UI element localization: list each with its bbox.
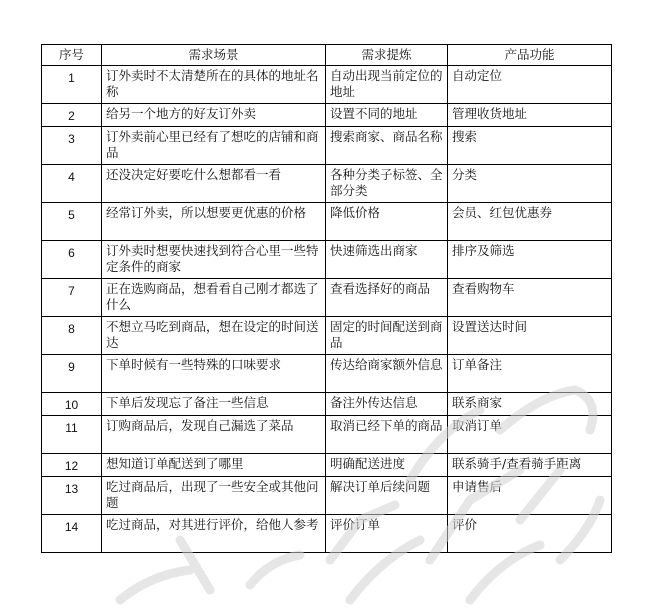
- header-function: 产品功能: [448, 45, 612, 66]
- row-scene: 下单时候有一些特殊的口味要求: [102, 355, 326, 393]
- table-row: [42, 317, 612, 355]
- header-need: 需求提炼: [326, 45, 448, 66]
- row-index: 1: [42, 66, 102, 104]
- row-scene: 还没决定好要吃什么想都看一看: [102, 165, 326, 203]
- table-row: [42, 416, 612, 454]
- row-scene: 下单后发现忘了备注一些信息: [102, 393, 326, 416]
- row-index: 5: [42, 203, 102, 241]
- row-function: 设置送达时间: [448, 317, 612, 355]
- table-header-row: [42, 45, 612, 66]
- row-scene: 吃过商品，对其进行评价，给他人参考: [102, 515, 326, 553]
- row-need: 快速筛选出商家: [326, 241, 448, 279]
- table-row: [42, 393, 612, 416]
- row-function: 搜索: [448, 127, 612, 165]
- row-need: 固定的时间配送到商品: [326, 317, 448, 355]
- row-function: 取消订单: [448, 416, 612, 454]
- row-function: 排序及筛选: [448, 241, 612, 279]
- row-function: 申请售后: [448, 477, 612, 515]
- row-scene: 不想立马吃到商品，想在设定的时间送达: [102, 317, 326, 355]
- header-index: 序号: [42, 45, 102, 66]
- row-scene: 想知道订单配送到了哪里: [102, 454, 326, 477]
- row-function: 联系骑手/查看骑手距离: [448, 454, 612, 477]
- row-function: 自动定位: [448, 66, 612, 104]
- row-need: 查看选择好的商品: [326, 279, 448, 317]
- row-need: 自动出现当前定位的地址: [326, 66, 448, 104]
- row-scene: 正在选购商品，想看看自己刚才都选了什么: [102, 279, 326, 317]
- row-need: 评价订单: [326, 515, 448, 553]
- row-function: 分类: [448, 165, 612, 203]
- row-need: 搜索商家、商品名称: [326, 127, 448, 165]
- row-index: 8: [42, 317, 102, 355]
- row-index: 7: [42, 279, 102, 317]
- row-index: 11: [42, 416, 102, 454]
- table-row: [42, 355, 612, 393]
- row-scene: 订外卖时不太清楚所在的具体的地址名称: [102, 66, 326, 104]
- table-row: [42, 127, 612, 165]
- row-need: 传达给商家额外信息: [326, 355, 448, 393]
- row-scene: 经常订外卖，所以想要更优惠的价格: [102, 203, 326, 241]
- row-need: 明确配送进度: [326, 454, 448, 477]
- table-row: [42, 203, 612, 241]
- row-scene: 订外卖前心里已经有了想吃的店铺和商品: [102, 127, 326, 165]
- row-need: 降低价格: [326, 203, 448, 241]
- table-row: [42, 66, 612, 104]
- row-function: 查看购物车: [448, 279, 612, 317]
- row-index: 4: [42, 165, 102, 203]
- row-need: 备注外传达信息: [326, 393, 448, 416]
- row-need: 各种分类子标签、全部分类: [326, 165, 448, 203]
- row-index: 9: [42, 355, 102, 393]
- row-scene: 订购商品后，发现自己漏选了菜品: [102, 416, 326, 454]
- table-row: [42, 515, 612, 553]
- row-function: 会员、红包优惠券: [448, 203, 612, 241]
- row-index: 13: [42, 477, 102, 515]
- row-function: 管理收货地址: [448, 104, 612, 127]
- row-function: 订单备注: [448, 355, 612, 393]
- row-scene: 订外卖时想要快速找到符合心里一些特定条件的商家: [102, 241, 326, 279]
- row-index: 12: [42, 454, 102, 477]
- requirements-table: [41, 44, 612, 553]
- row-index: 10: [42, 393, 102, 416]
- row-function: 联系商家: [448, 393, 612, 416]
- table-row: [42, 477, 612, 515]
- row-index: 2: [42, 104, 102, 127]
- table-row: [42, 165, 612, 203]
- table-row: [42, 104, 612, 127]
- row-function: 评价: [448, 515, 612, 553]
- row-scene: 给另一个地方的好友订外卖: [102, 104, 326, 127]
- table-row: [42, 454, 612, 477]
- row-index: 3: [42, 127, 102, 165]
- table-row: [42, 279, 612, 317]
- row-index: 14: [42, 515, 102, 553]
- row-need: 解决订单后续问题: [326, 477, 448, 515]
- table-row: [42, 241, 612, 279]
- row-need: 设置不同的地址: [326, 104, 448, 127]
- row-need: 取消已经下单的商品: [326, 416, 448, 454]
- row-index: 6: [42, 241, 102, 279]
- header-scene: 需求场景: [102, 45, 326, 66]
- row-scene: 吃过商品后，出现了一些安全或其他问题: [102, 477, 326, 515]
